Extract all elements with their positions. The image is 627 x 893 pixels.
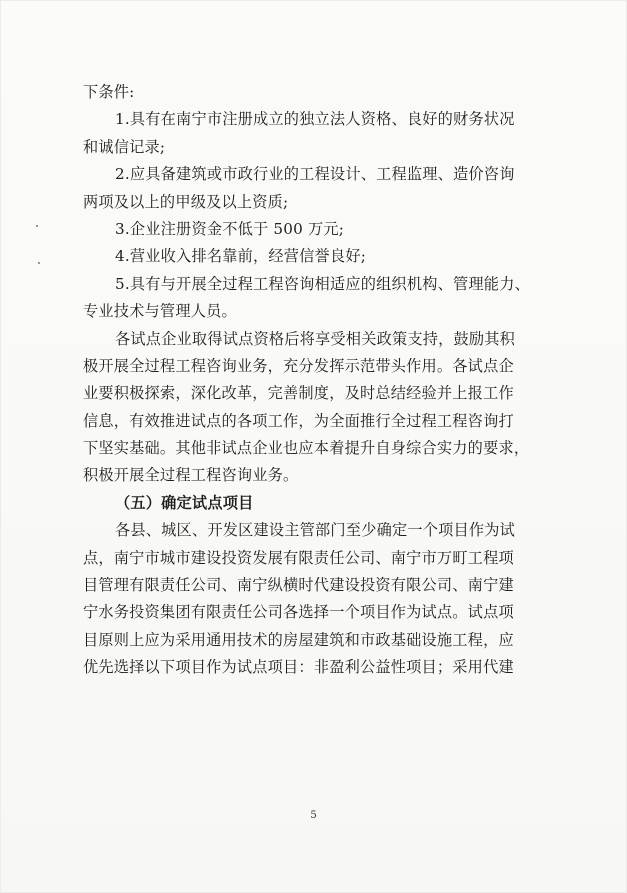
text-line: 3.企业注册资金不低于 500 万元; (115, 219, 345, 238)
text-line: 1.具有在南宁市注册成立的独立法人资格、良好的财务状况 (115, 110, 515, 129)
text-line: 目原则上应为采用通用技术的房屋建筑和市政基础设施工程，应 (83, 630, 514, 649)
text-line: 两项及以上的甲级及以上资质; (83, 192, 289, 211)
text-line: 积极开展全过程工程咨询业务。 (83, 466, 299, 485)
page-number: 5 (310, 810, 317, 821)
document-body (83, 79, 571, 682)
text-line: 4.营业收入排名靠前，经营信誉良好; (115, 247, 367, 266)
text-line: 优先选择以下项目作为试点项目：非盈利公益性项目；采用代建 (83, 658, 514, 677)
text-line: 专业技术与管理人员。 (83, 302, 237, 321)
text-line: 各县、城区、开发区建设主管部门至少确定一个项目作为试 (115, 521, 516, 540)
text-line: 下坚实基础。其他非试点企业也应本着提升自身综合实力的要求， (83, 439, 530, 458)
text-line: 目管理有限责任公司、南宁纵横时代建设投资有限公司、南宁建 (83, 576, 514, 595)
text-line: 信息，有效推进试点的各项工作，为全面推行全过程工程咨询打 (83, 411, 514, 430)
section-heading: （五）确定试点项目 (115, 493, 254, 512)
text-line: 各试点企业取得试点资格后将享受相关政策支持，鼓励其积 (115, 329, 516, 348)
text-line: 点，南宁市城市建设投资发展有限责任公司、南宁市万町工程项 (83, 548, 514, 567)
text-line: 极开展全过程工程咨询业务，充分发挥示范带头作用。各试点企 (83, 356, 514, 375)
scan-speck (38, 262, 40, 264)
text-line: 业要积极探索，深化改革，完善制度，及时总结经验并上报工作 (83, 384, 514, 403)
text-line: 5.具有与开展全过程工程咨询相适应的组织机构、管理能力、 (115, 274, 530, 293)
text-line: 下条件: (83, 83, 135, 101)
scan-speck (36, 225, 38, 227)
text-line: 和诚信记录; (83, 137, 166, 156)
text-line: 2.应具备建筑或市政行业的工程设计、工程监理、造价咨询 (115, 165, 515, 184)
text-line: 宁水务投资集团有限责任公司各选择一个项目作为试点。试点项 (83, 603, 514, 622)
